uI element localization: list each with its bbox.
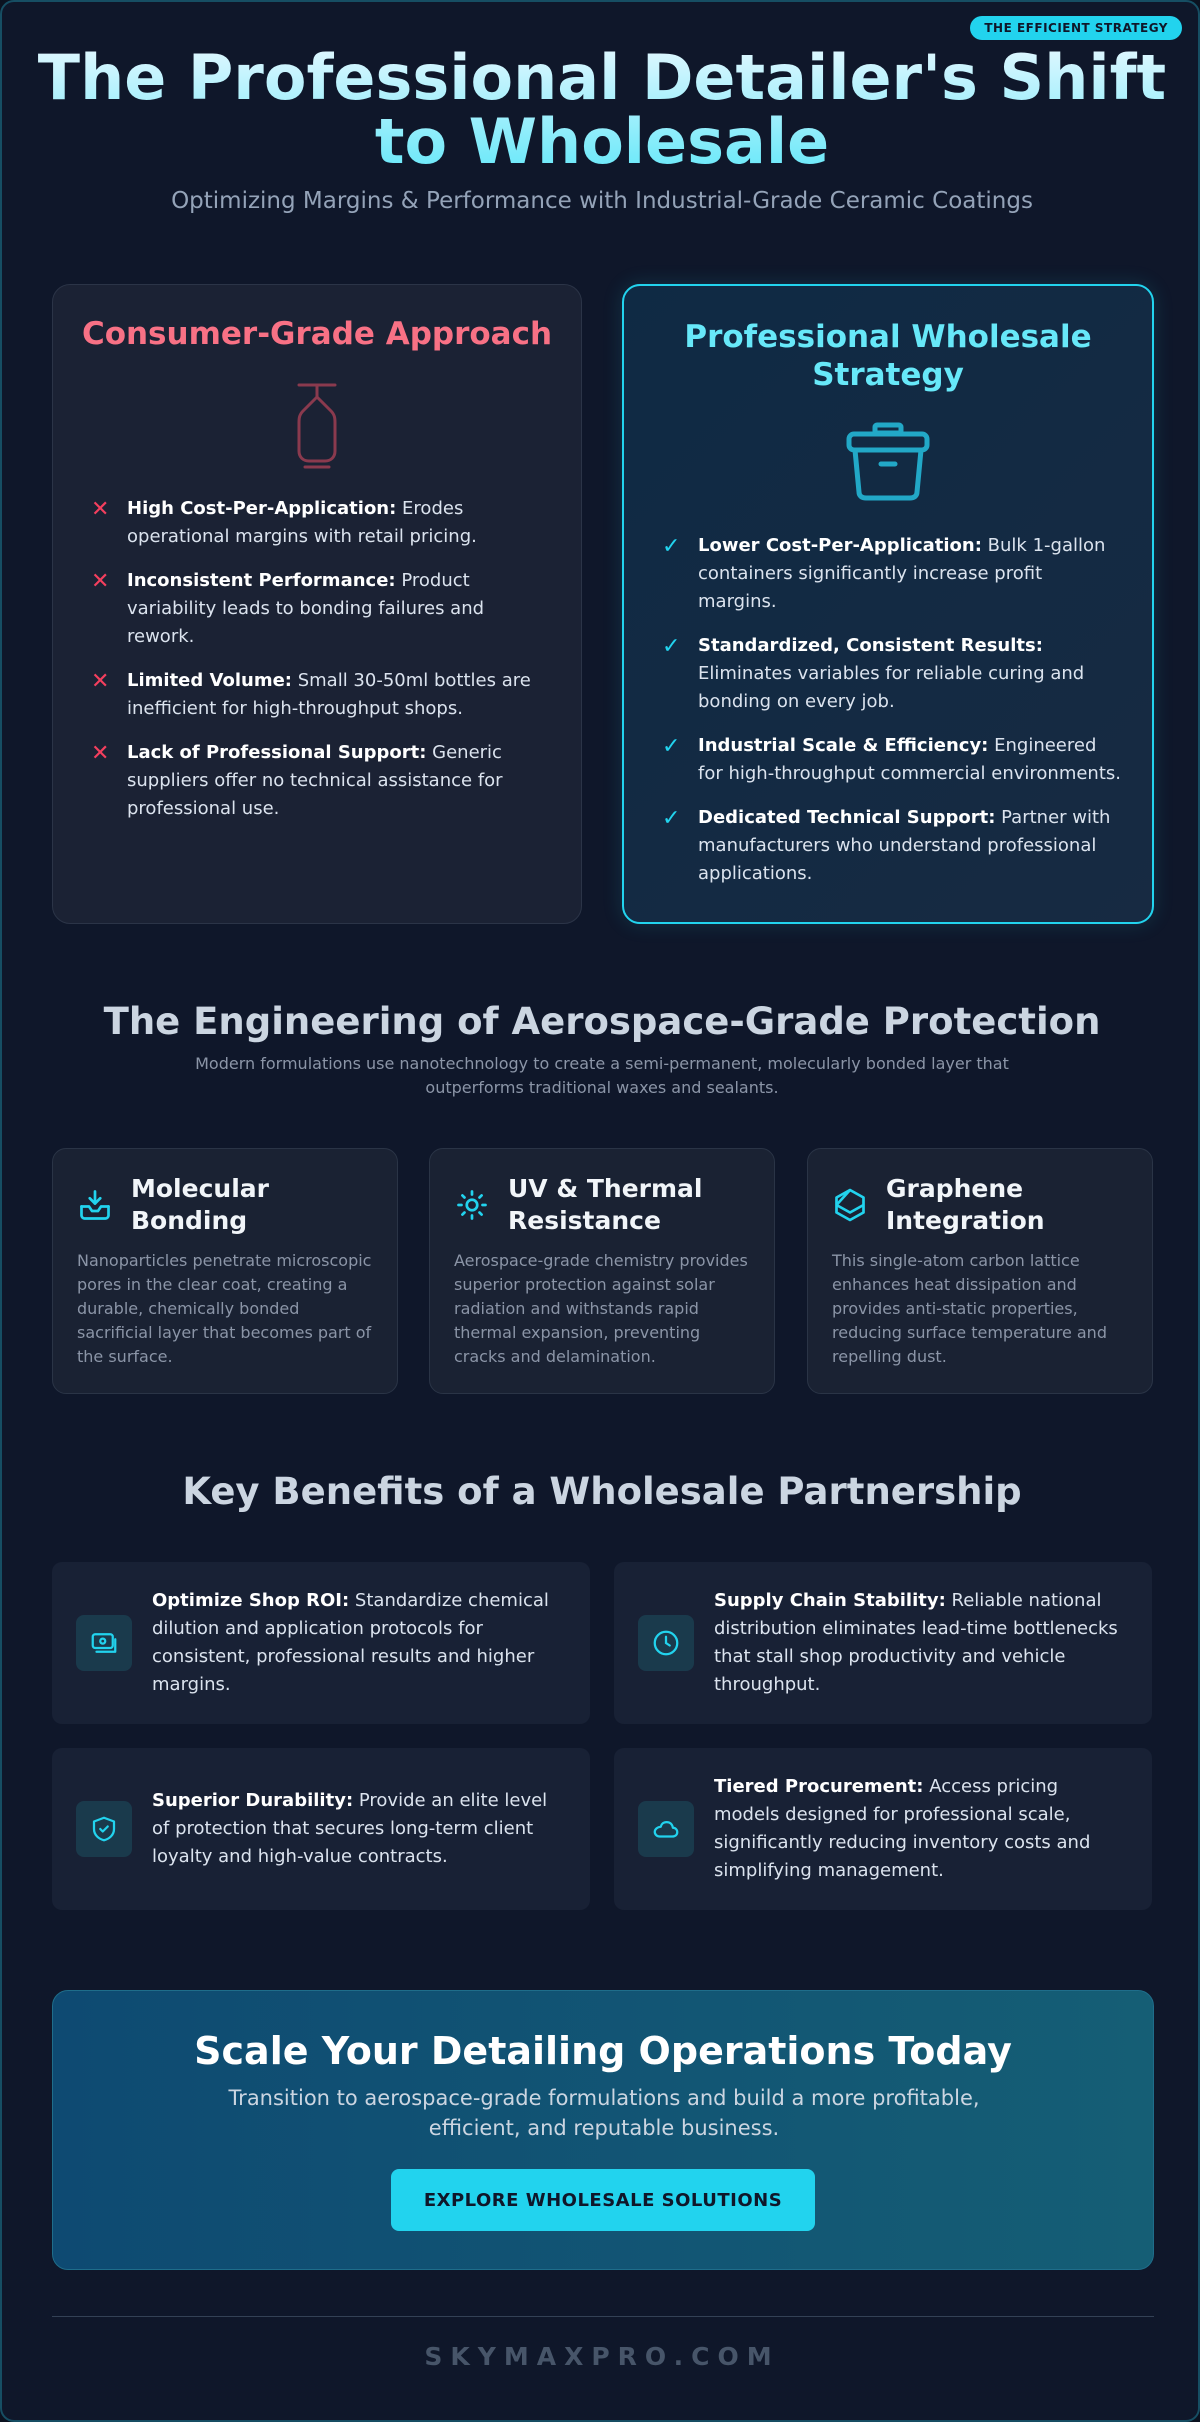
consumer-grade-card (52, 284, 582, 924)
list-item: ✕ High Cost-Per-Application: Erodes operational margins with retail pricing. (91, 497, 477, 547)
feature-title: Graphene Integration (886, 1174, 1045, 1235)
list-item: ✕ Limited Volume: Small 30-50ml bottles are inefficient for high-throughput shops. (91, 669, 531, 719)
list-item: ✓ Industrial Scale & Efficiency: Engineered for high-throughput commercial environments. (662, 734, 1121, 784)
cta-title: Scale Your Detailing Operations Today (194, 2029, 1012, 2073)
check-icon: ✓ (662, 734, 681, 759)
x-icon: ✕ (91, 669, 110, 694)
cloud-icon (638, 1801, 694, 1857)
inbox-download-icon (77, 1187, 113, 1227)
cta-panel (52, 1990, 1154, 2270)
page-title: The Professional Detailer's Shift to Wholesale (2, 46, 1200, 174)
benefit-text: Superior Durability: Provide an elite level of protection that secures long-term client loyalty and high-value contracts. (152, 1790, 548, 1867)
check-icon: ✓ (662, 634, 681, 659)
check-icon: ✓ (662, 806, 681, 831)
list-item: ✕ Inconsistent Performance: Product variability leads to bonding failures and rework. (91, 569, 485, 647)
feature-text: Nanoparticles penetrate microscopic pores in the clear coat, creating a durable, chemically bonded sacrificial layer that becomes part of the surface. (77, 1251, 372, 1366)
feature-text: This single-atom carbon lattice enhances heat dissipation and provides anti-static properties, reducing surface temperature and repelling dust. (832, 1251, 1107, 1366)
benefit-text: Optimize Shop ROI: Standardize chemical dilution and application protocols for consistent, professional results and higher margins. (152, 1590, 549, 1695)
hexagon-layers-icon (832, 1187, 868, 1227)
feature-title: UV & Thermal Resistance (508, 1174, 703, 1235)
clock-icon (638, 1615, 694, 1671)
pro-advantages-list (660, 532, 1122, 904)
benefit-text: Supply Chain Stability: Reliable national distribution eliminates lead-time bottlenecks that stall shop productivity and vehicle throughput. (714, 1590, 1118, 1695)
list-item: ✓ Dedicated Technical Support: Partner with manufacturers who understand professional applications. (662, 806, 1111, 884)
sun-icon (454, 1187, 490, 1227)
shield-check-icon (76, 1801, 132, 1857)
explore-wholesale-button[interactable]: EXPLORE WHOLESALE SOLUTIONS (391, 2169, 815, 2231)
benefit-card-supply-chain (614, 1562, 1152, 1724)
x-icon: ✕ (91, 741, 110, 766)
benefit-card-durability (52, 1748, 590, 1910)
list-item: ✕ Lack of Professional Support: Generic suppliers offer no technical assistance for professional use. (91, 741, 503, 819)
benefit-card-roi (52, 1562, 590, 1724)
list-item: ✓ Lower Cost-Per-Application: Bulk 1-gallon containers significantly increase profit margins. (662, 534, 1106, 612)
x-icon: ✕ (91, 569, 110, 594)
engineering-subtitle: Modern formulations use nanotechnology to create a semi-permanent, molecularly bonded layer that outperforms traditional waxes and sealants. (195, 1054, 1009, 1097)
benefit-card-procurement (614, 1748, 1152, 1910)
feature-card-graphene (807, 1148, 1153, 1394)
feature-title: Molecular Bonding (131, 1174, 269, 1235)
engineering-title: The Engineering of Aerospace-Grade Protection (103, 1000, 1101, 1043)
footer-domain[interactable]: SKYMAXPRO.COM (424, 2342, 780, 2371)
x-icon: ✕ (91, 497, 110, 522)
feature-card-uv-thermal (429, 1148, 775, 1394)
check-icon: ✓ (662, 534, 681, 559)
professional-wholesale-card (622, 284, 1154, 924)
page-subtitle: Optimizing Margins & Performance with Industrial-Grade Ceramic Coatings (171, 188, 1033, 214)
cta-subtitle: Transition to aerospace-grade formulations and build a more profitable, efficient, and reputable business. (228, 2086, 980, 2140)
feature-text: Aerospace-grade chemistry provides superior protection against solar radiation and withstands rapid thermal expansion, preventing cracks and delamination. (454, 1251, 748, 1366)
money-icon (76, 1615, 132, 1671)
consumer-drawbacks-list (89, 495, 551, 839)
benefit-text: Tiered Procurement: Access pricing models designed for professional scale, significantly reducing inventory costs and simplifying management. (714, 1776, 1091, 1881)
strategy-badge: THE EFFICIENT STRATEGY (970, 16, 1182, 40)
footer-divider (52, 2316, 1154, 2317)
consumer-card-title: Consumer-Grade Approach (81, 316, 553, 352)
feature-card-molecular-bonding (52, 1148, 398, 1394)
bottle-icon (287, 381, 347, 475)
list-item: ✓ Standardized, Consistent Results: Eliminates variables for reliable curing and bonding on every job. (662, 634, 1085, 712)
benefits-title: Key Benefits of a Wholesale Partnership (182, 1470, 1022, 1513)
pro-card-title: Professional Wholesale Strategy (684, 319, 1092, 393)
container-icon (845, 422, 931, 506)
